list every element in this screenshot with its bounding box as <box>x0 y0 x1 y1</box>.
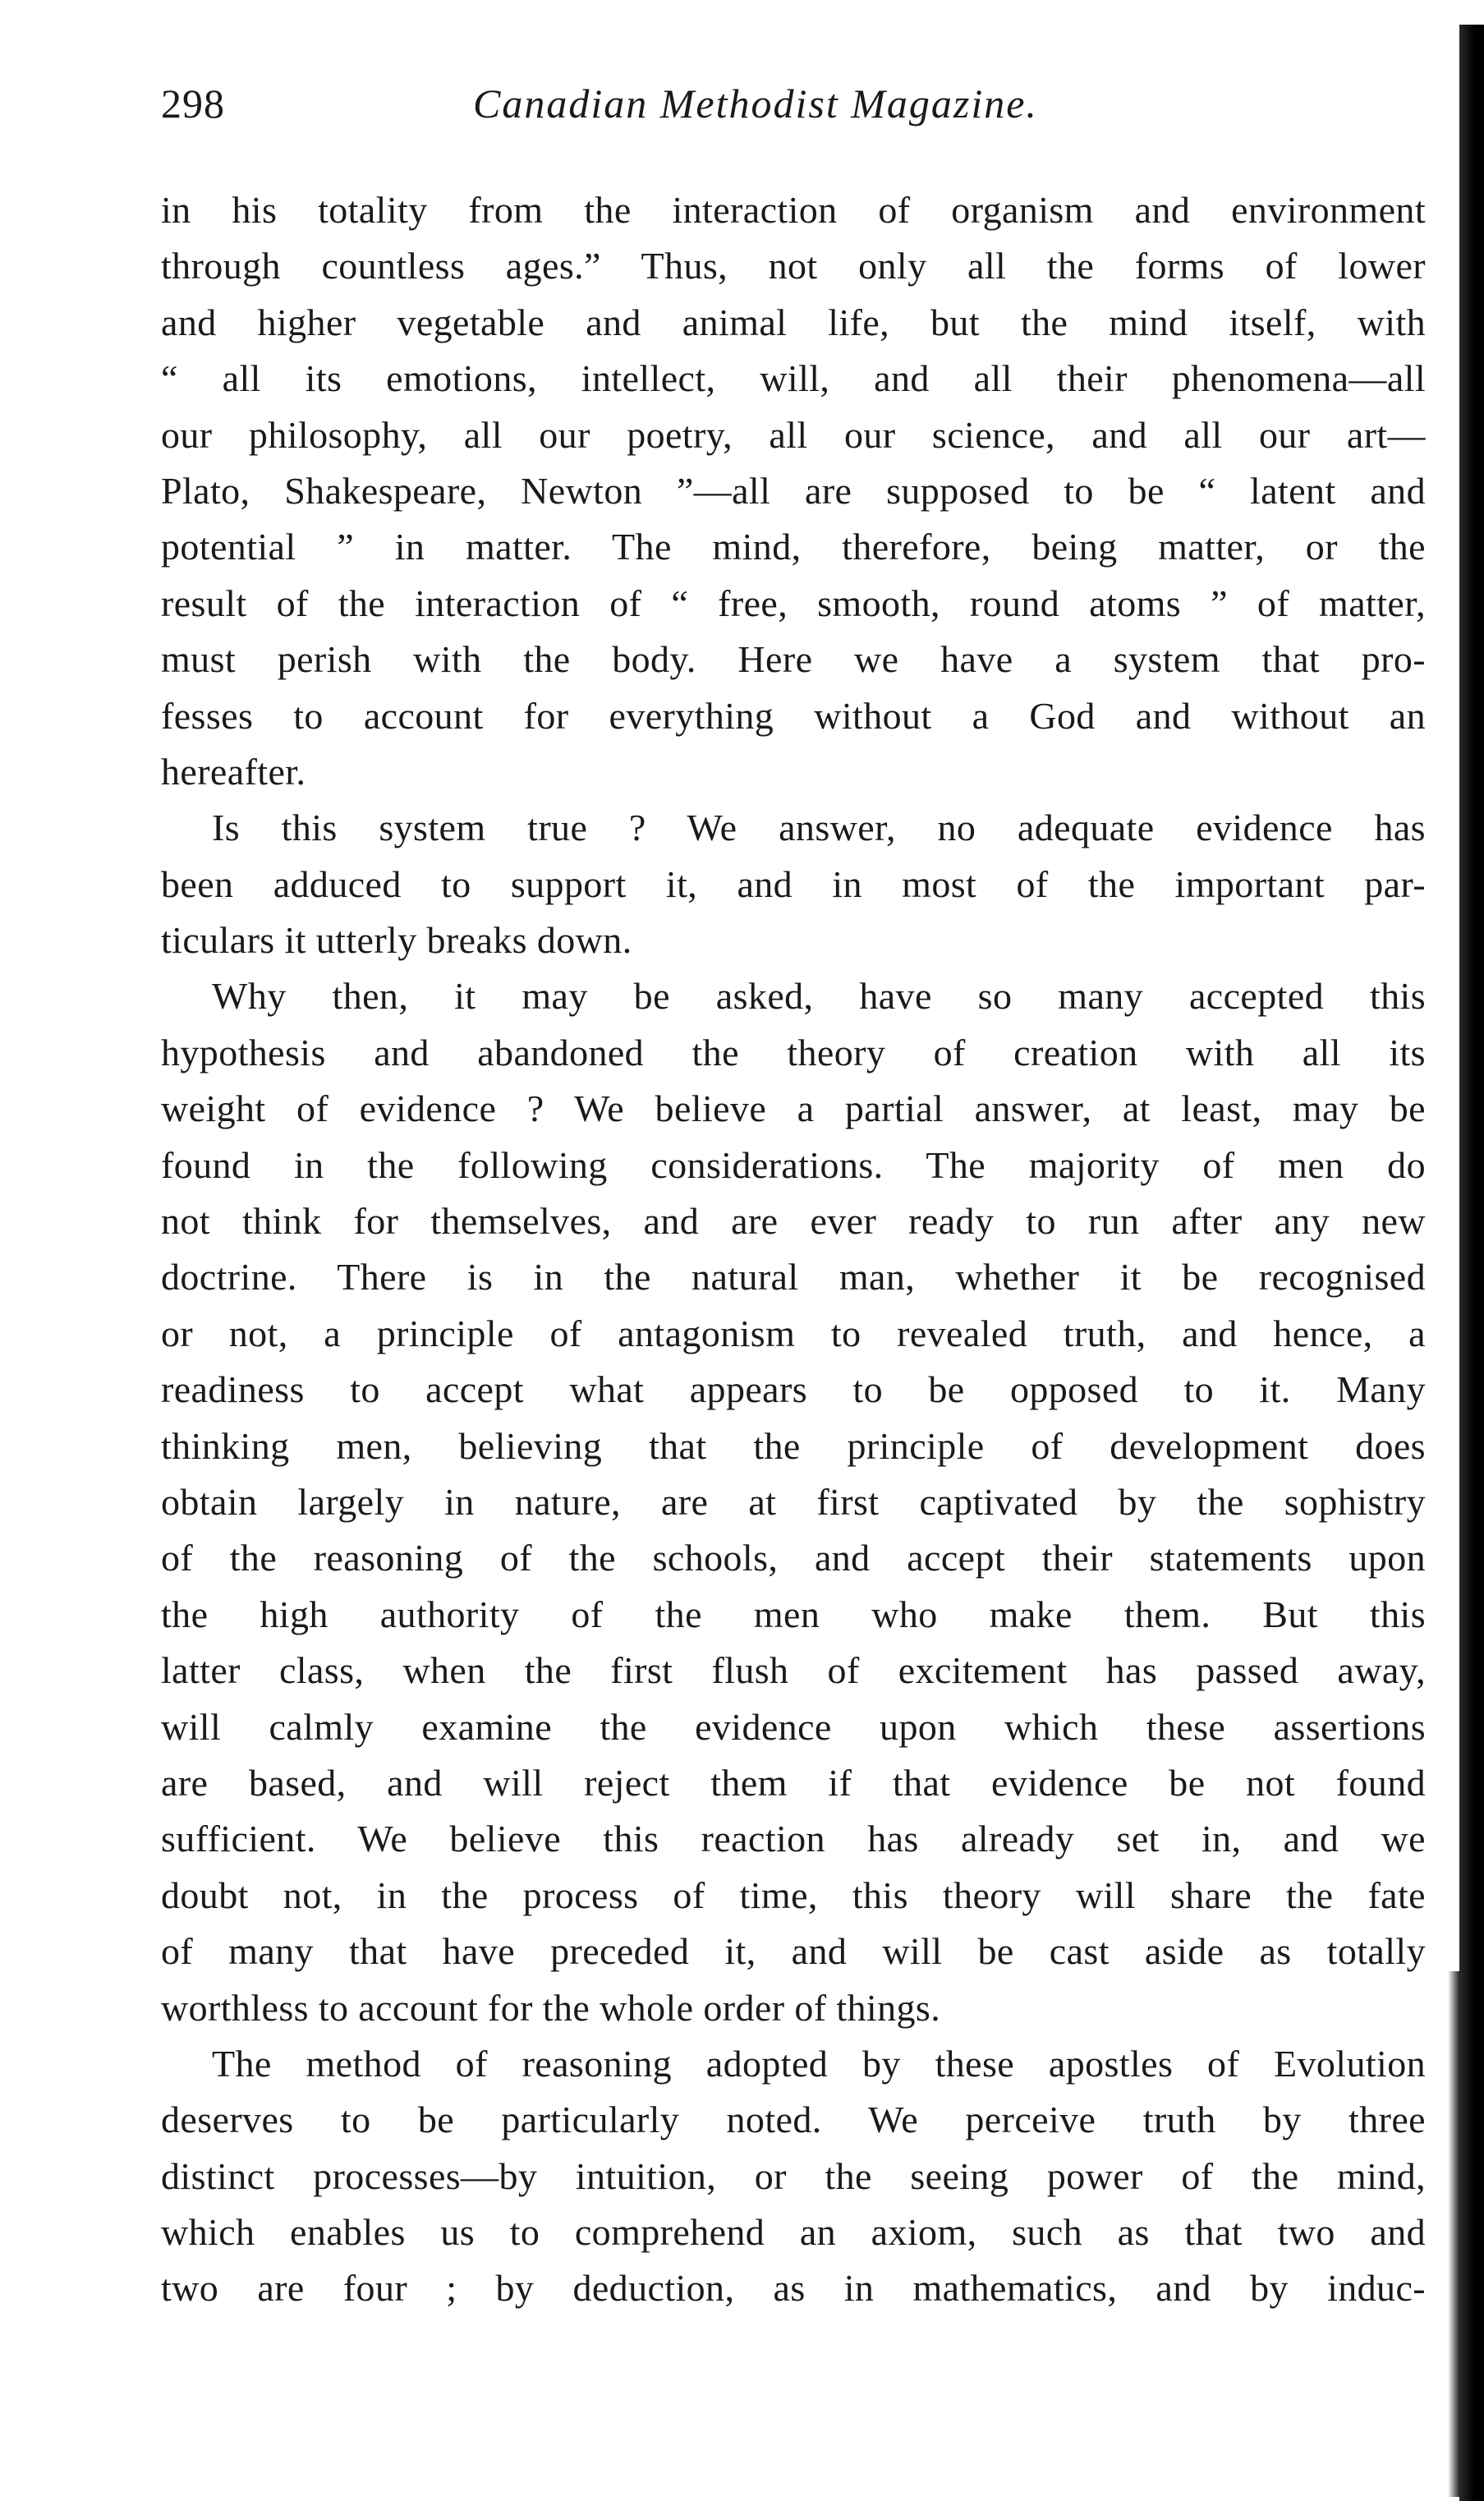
text-line: Why then, it may be asked, have so many accepted this <box>212 975 1426 1018</box>
text-line: “ all its emotions, intellect, will, and all their phenomena—all <box>161 357 1426 400</box>
body-text <box>161 182 1426 2317</box>
text-line: weight of evidence ? We believe a partial answer, at least, may be <box>161 1087 1426 1130</box>
running-head <box>161 79 1426 136</box>
text-line: the high authority of the men who make them. But this <box>161 1593 1426 1635</box>
text-line: result of the interaction of “ free, smooth, round atoms ” of matter, <box>161 582 1426 624</box>
text-line: in his totality from the interaction of organism and environment <box>161 189 1426 231</box>
text-line: Is this system true ? We answer, no adequate evidence has <box>212 807 1426 849</box>
journal-title: Canadian Methodist Magazine. <box>473 80 1038 126</box>
text-line: worthless to account for the whole order of things. <box>161 1986 941 2029</box>
text-line: of many that have preceded it, and will be cast aside as totally <box>161 1930 1426 1973</box>
text-line: through countless ages.” Thus, not only all the forms of lower <box>161 245 1426 287</box>
text-line: The method of reasoning adopted by these apostles of Evolution <box>212 2042 1426 2085</box>
text-line: doubt not, in the process of time, this theory will share the fate <box>161 1873 1426 1916</box>
binding-shadow <box>1448 1971 1459 2497</box>
text-line: been adduced to support it, and in most of the important par- <box>161 862 1426 905</box>
text-line: doctrine. There is in the natural man, whether it be recognised <box>161 1256 1426 1299</box>
binding-edge <box>1459 25 1484 2501</box>
text-line: two are four ; by deduction, as in mathematics, and by induc- <box>161 2267 1426 2310</box>
text-line: Plato, Shakespeare, Newton ”—all are supposed to be “ latent and <box>161 469 1426 512</box>
text-line: our philosophy, all our poetry, all our science, and all our art— <box>161 413 1426 456</box>
text-line: obtain largely in nature, are at first captivated by the sophistry <box>161 1480 1426 1523</box>
text-line: hypothesis and abandoned the theory of creation with all its <box>161 1031 1426 1073</box>
page-number: 298 <box>161 80 225 126</box>
text-line: distinct processes—by intuition, or the seeing power of the mind, <box>161 2154 1426 2197</box>
text-line: readiness to accept what appears to be opposed to it. Many <box>161 1368 1426 1411</box>
text-line: of the reasoning of the schools, and accept their statements upon <box>161 1537 1426 1579</box>
text-line: hereafter. <box>161 750 306 793</box>
text-line: found in the following considerations. The majority of men do <box>161 1143 1426 1186</box>
text-line: which enables us to comprehend an axiom, such as that two and <box>161 2211 1426 2254</box>
text-line: are based, and will reject them if that evidence be not found <box>161 1761 1426 1804</box>
text-line: and higher vegetable and animal life, but the mind itself, with <box>161 301 1426 343</box>
text-line: fesses to account for everything without a God and without an <box>161 694 1426 737</box>
text-line: not think for themselves, and are ever ready to run after any new <box>161 1200 1426 1243</box>
text-line: potential ” in matter. The mind, therefore, being matter, or the <box>161 526 1426 568</box>
text-line: will calmly examine the evidence upon which these assertions <box>161 1705 1426 1748</box>
text-line: or not, a principle of antagonism to revealed truth, and hence, a <box>161 1312 1426 1354</box>
text-line: thinking men, believing that the principle of development does <box>161 1424 1426 1467</box>
text-line: latter class, when the first flush of excitement has passed away, <box>161 1649 1426 1692</box>
text-line: ticulars it utterly breaks down. <box>161 919 632 962</box>
text-line: must perish with the body. Here we have a system that pro- <box>161 638 1426 681</box>
text-line: sufficient. We believe this reaction has already set in, and we <box>161 1818 1426 1860</box>
text-line: deserves to be particularly noted. We perceive truth by three <box>161 2099 1426 2141</box>
